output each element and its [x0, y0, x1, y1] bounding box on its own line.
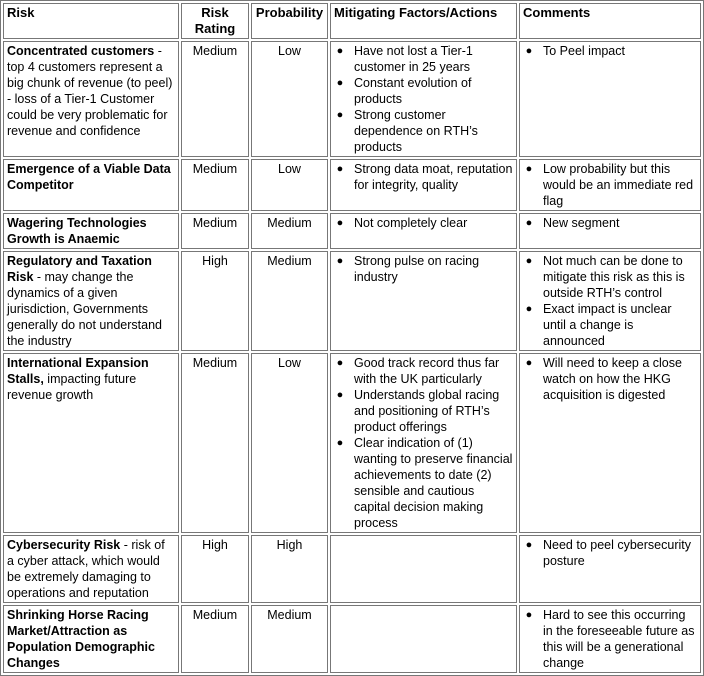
list-item-text: Need to peel cybersecurity posture	[543, 538, 691, 568]
mitigating-cell	[330, 353, 517, 533]
bullet-icon: ●	[336, 255, 344, 267]
comments-cell-list	[523, 607, 697, 671]
risk-rating-cell: Medium	[181, 41, 249, 157]
risk-title: Regulatory and Taxation Risk	[7, 254, 152, 284]
probability-cell: Low	[251, 353, 328, 533]
header-probability: Probability	[251, 3, 328, 39]
bullet-icon: ●	[336, 45, 344, 57]
comments-cell	[519, 251, 701, 351]
risk-title: Emergence of a Viable Data Competitor	[7, 162, 171, 192]
list-item	[336, 43, 513, 75]
list-item	[336, 435, 513, 531]
table-row	[3, 213, 701, 249]
comments-cell	[519, 353, 701, 533]
probability-cell: Medium	[251, 605, 328, 673]
list-item	[336, 253, 513, 285]
comments-cell	[519, 535, 701, 603]
list-item-text: New segment	[543, 216, 620, 230]
list-item-text: Strong customer dependence on RTH’s products	[354, 108, 478, 154]
risk-title: Concentrated customers	[7, 44, 155, 58]
bullet-icon: ●	[336, 77, 344, 89]
list-item-text: Understands global racing and positioning of RTH’s product offerings	[354, 388, 500, 434]
mitigating-cell	[330, 535, 517, 603]
table-row	[3, 353, 701, 533]
list-item	[525, 537, 697, 569]
bullet-icon: ●	[525, 609, 533, 621]
risk-title: International Expansion Stalls,	[7, 356, 149, 386]
list-item	[525, 301, 697, 349]
risk-description: - risk of a cyber attack, which would be extremely damaging to operations and reputation	[7, 538, 165, 600]
mitigating-cell-list	[334, 253, 513, 285]
probability-cell: Medium	[251, 251, 328, 351]
comments-cell-list	[523, 253, 697, 349]
probability-cell: High	[251, 535, 328, 603]
comments-cell-list	[523, 537, 697, 569]
comments-cell	[519, 213, 701, 249]
list-item	[336, 387, 513, 435]
list-item	[525, 607, 697, 671]
risk-description: - top 4 customers represent a big chunk of revenue (to peel) - loss of a Tier-1 Customer could be very problematic for revenue and confidence	[7, 44, 173, 138]
header-risk: Risk	[3, 3, 179, 39]
risk-cell	[3, 605, 179, 673]
list-item	[336, 355, 513, 387]
comments-cell-list	[523, 161, 697, 209]
comments-cell	[519, 41, 701, 157]
bullet-icon: ●	[525, 303, 533, 315]
bullet-icon: ●	[336, 109, 344, 121]
risk-title: Cybersecurity Risk	[7, 538, 121, 552]
bullet-icon: ●	[336, 357, 344, 369]
list-item	[525, 355, 697, 403]
table-row	[3, 535, 701, 603]
mitigating-cell-list	[334, 355, 513, 531]
list-item-text: Exact impact is unclear until a change is announced	[543, 302, 672, 348]
bullet-icon: ●	[336, 389, 344, 401]
list-item	[525, 43, 697, 59]
comments-cell	[519, 159, 701, 211]
list-item	[336, 161, 513, 193]
list-item-text: Clear indication of (1) wanting to preserve financial achievements to date (2) sensible and cautious capital decision making process	[354, 436, 513, 530]
risk-description: impacting future revenue growth	[7, 372, 137, 402]
list-item-text: Not much can be done to mitigate this risk as this is outside RTH’s control	[543, 254, 685, 300]
mitigating-cell	[330, 41, 517, 157]
header-comments: Comments	[519, 3, 701, 39]
mitigating-cell	[330, 605, 517, 673]
header-mitigating-factors: Mitigating Factors/Actions	[330, 3, 517, 39]
list-item-text: Not completely clear	[354, 216, 468, 230]
mitigating-cell-list	[334, 161, 513, 193]
list-item-text: Constant evolution of products	[354, 76, 472, 106]
list-item-text: Will need to keep a close watch on how the HKG acquisition is digested	[543, 356, 682, 402]
risk-rating-cell: Medium	[181, 213, 249, 249]
bullet-icon: ●	[336, 163, 344, 175]
risk-cell	[3, 251, 179, 351]
bullet-icon: ●	[525, 539, 533, 551]
table-row	[3, 41, 701, 157]
bullet-icon: ●	[525, 357, 533, 369]
list-item-text: Good track record thus far with the UK particularly	[354, 356, 500, 386]
risk-cell	[3, 159, 179, 211]
risk-cell	[3, 353, 179, 533]
list-item-text: Have not lost a Tier-1 customer in 25 years	[354, 44, 473, 74]
table-row	[3, 605, 701, 673]
list-item	[336, 75, 513, 107]
list-item-text: Strong pulse on racing industry	[354, 254, 480, 284]
mitigating-cell-list	[334, 43, 513, 155]
risk-rating-cell: Medium	[181, 159, 249, 211]
bullet-icon: ●	[525, 163, 533, 175]
list-item-text: Strong data moat, reputation for integrity, quality	[354, 162, 513, 192]
probability-cell: Medium	[251, 213, 328, 249]
list-item	[525, 253, 697, 301]
risk-description: - may change the dynamics of a given jurisdiction, Governments generally do not understand the industry	[7, 270, 162, 348]
mitigating-cell	[330, 213, 517, 249]
bullet-icon: ●	[525, 45, 533, 57]
header-risk-rating: Risk Rating	[181, 3, 249, 39]
list-item	[336, 215, 513, 231]
risk-rating-cell: Medium	[181, 605, 249, 673]
bullet-icon: ●	[336, 217, 344, 229]
table-row	[3, 251, 701, 351]
probability-cell: Low	[251, 159, 328, 211]
bullet-icon: ●	[525, 255, 533, 267]
risk-rating-cell: High	[181, 535, 249, 603]
list-item-text: Hard to see this occurring in the foreseeable future as this will be a generational change	[543, 608, 695, 670]
list-item	[336, 107, 513, 155]
comments-cell-list	[523, 355, 697, 403]
mitigating-cell	[330, 251, 517, 351]
risk-cell	[3, 535, 179, 603]
mitigating-cell-list	[334, 215, 513, 231]
list-item	[525, 215, 697, 231]
risk-title: Wagering Technologies Growth is Anaemic	[7, 216, 147, 246]
comments-cell-list	[523, 215, 697, 231]
comments-cell	[519, 605, 701, 673]
table-row	[3, 159, 701, 211]
risk-rating-cell: High	[181, 251, 249, 351]
header-row	[3, 3, 701, 39]
risk-rating-cell: Medium	[181, 353, 249, 533]
list-item	[525, 161, 697, 209]
bullet-icon: ●	[525, 217, 533, 229]
bullet-icon: ●	[336, 437, 344, 449]
comments-cell-list	[523, 43, 697, 59]
mitigating-cell	[330, 159, 517, 211]
list-item-text: Low probability but this would be an immediate red flag	[543, 162, 694, 208]
probability-cell: Low	[251, 41, 328, 157]
risk-title: Shrinking Horse Racing Market/Attraction as Population Demographic Changes	[7, 608, 155, 670]
risk-table-body	[3, 41, 701, 673]
list-item-text: To Peel impact	[543, 44, 625, 58]
risk-cell	[3, 41, 179, 157]
risk-cell	[3, 213, 179, 249]
